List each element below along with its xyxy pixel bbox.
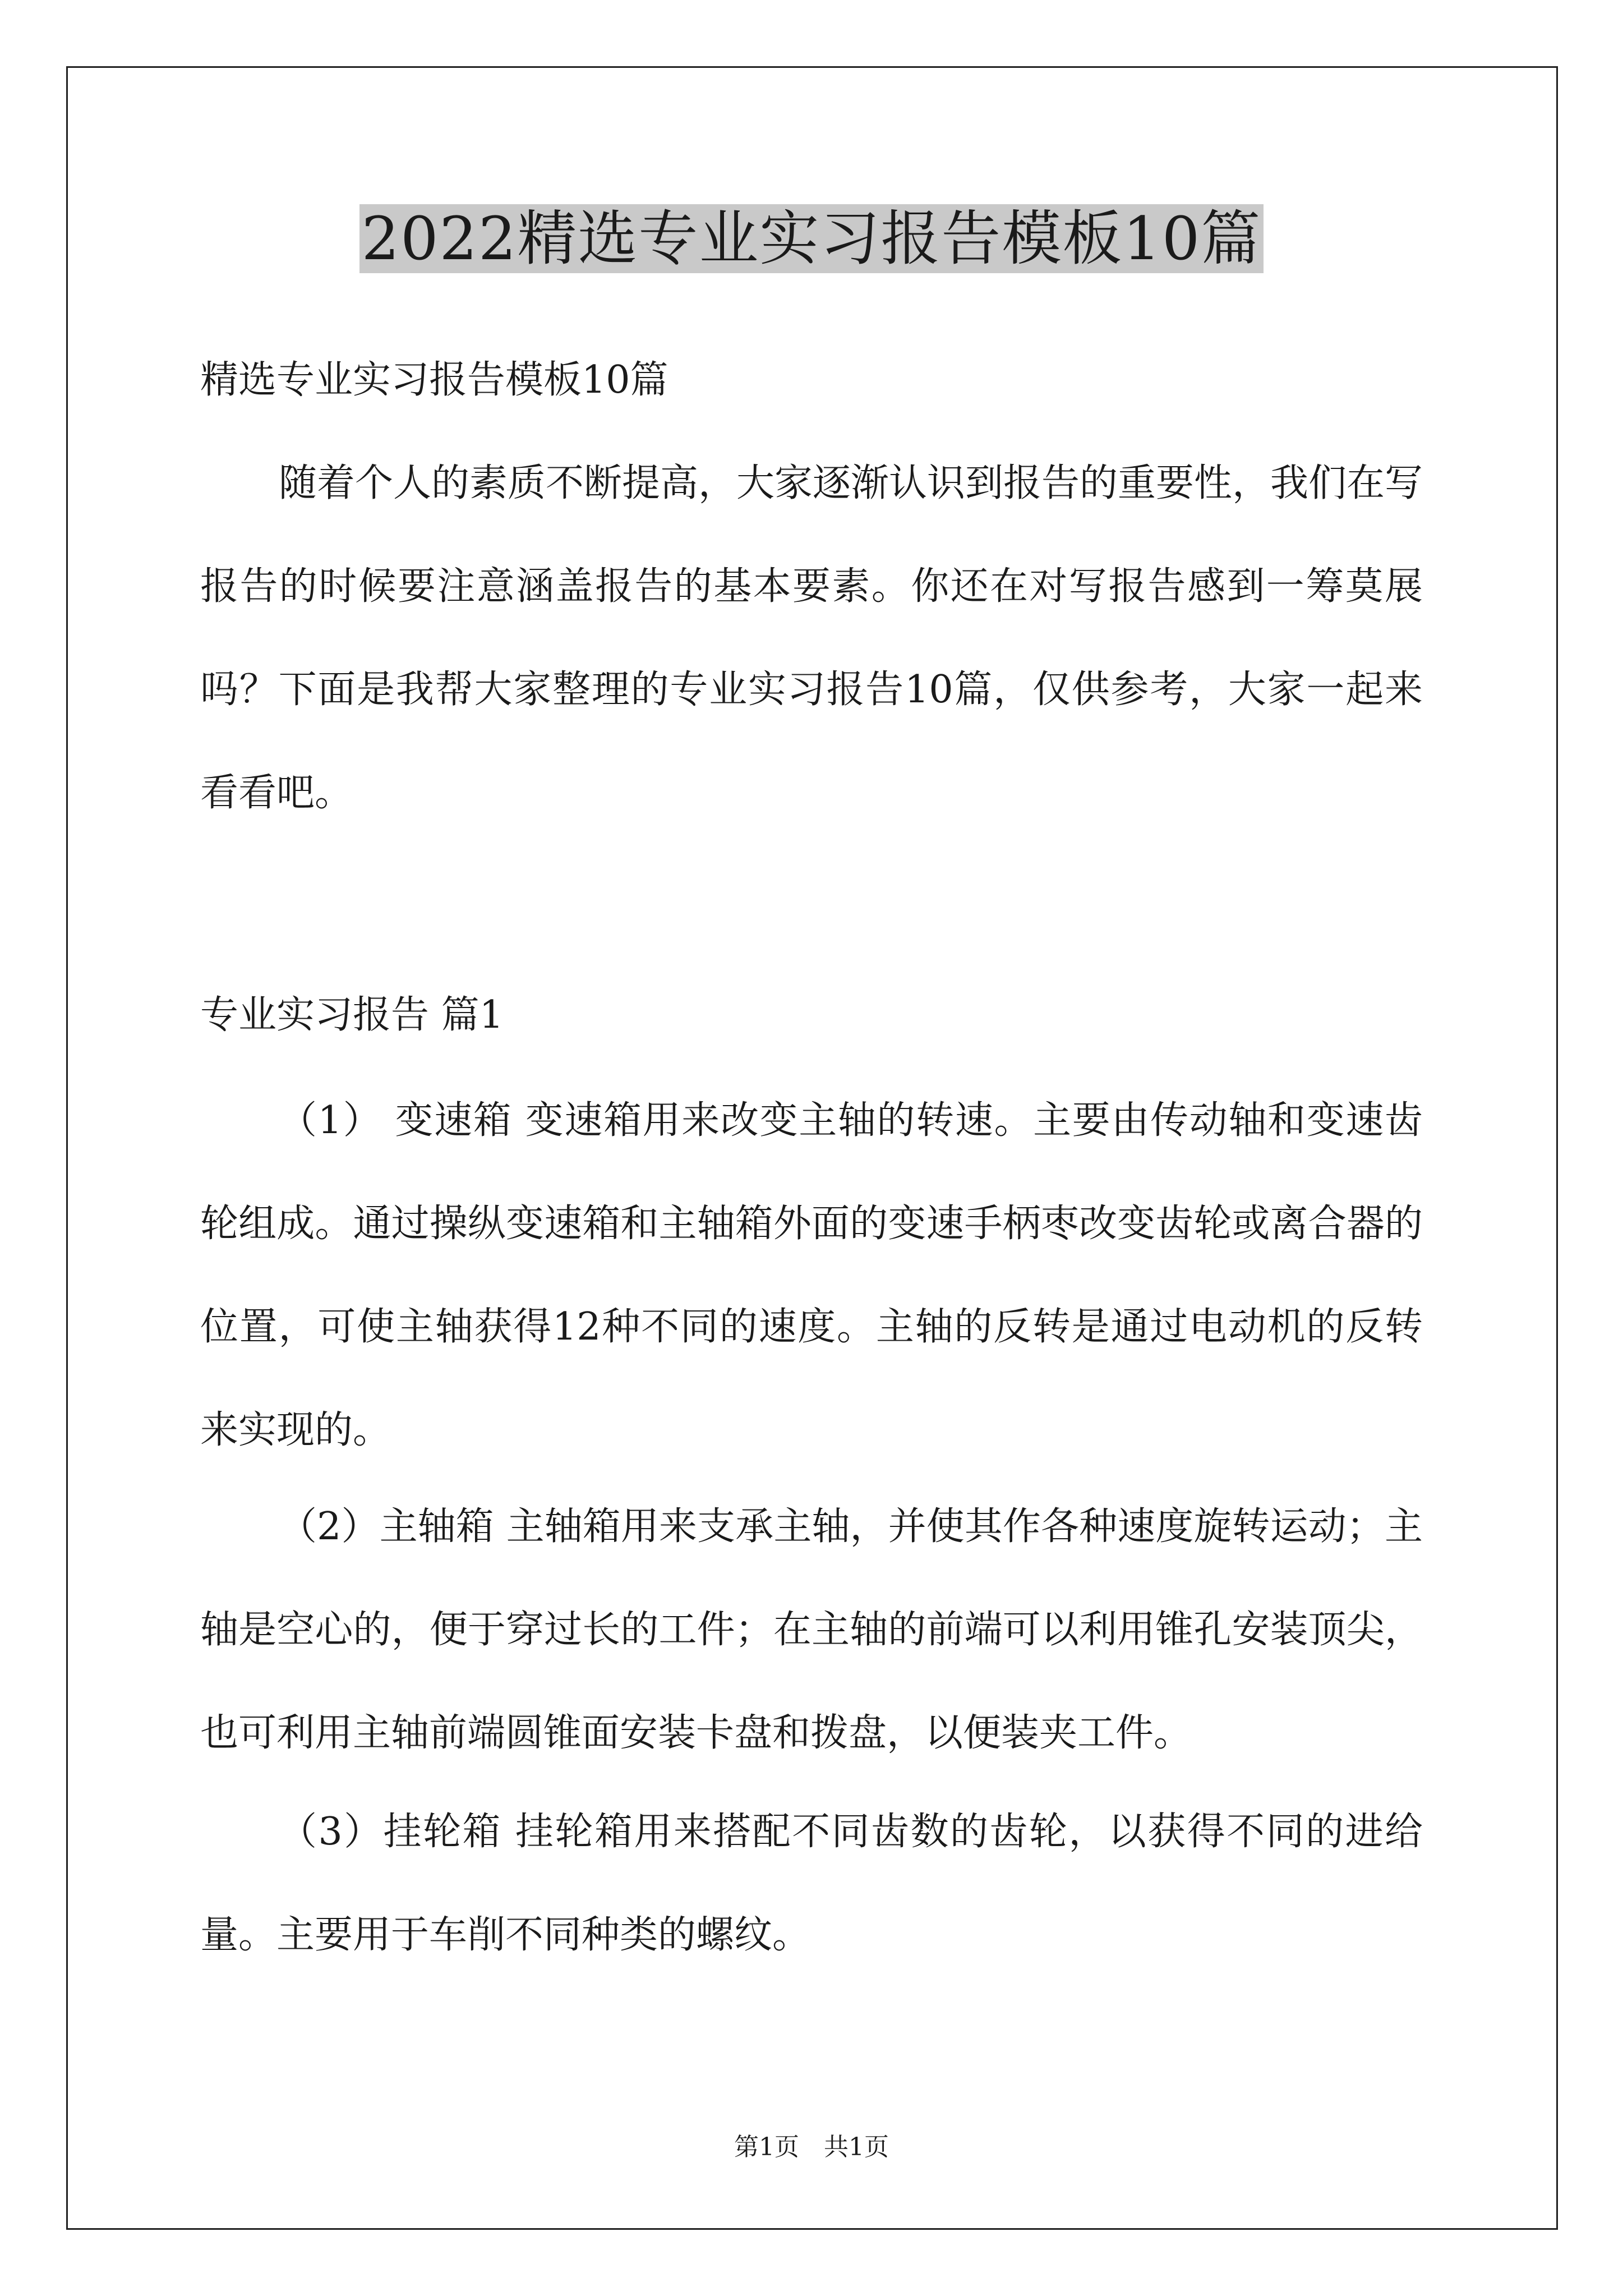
document-title-text: 2022精选专业实习报告模板10篇: [359, 204, 1264, 273]
intro-paragraph: 随着个人的素质不断提高，大家逐渐认识到报告的重要性，我们在写报告的时候要注意涵盖报告的基本要素。你还在对写报告感到一筹莫展吗？下面是我帮大家整理的专业实习报告10篇，仅供参考，大家一起来看看吧。: [200, 461, 1423, 815]
body-paragraph-2: （2）主轴箱 主轴箱用来支承主轴，并使其作各种速度旋转运动；主轴是空心的，便于穿过长的工件；在主轴的前端可以利用锥孔安装顶尖，也可利用主轴前端圆锥面安装卡盘和拨盘，以便装夹工件。: [200, 1504, 1423, 1755]
page-number: 第1页 共1页: [734, 2133, 889, 2161]
body-paragraph-3: （3）挂轮箱 挂轮箱用来搭配不同齿数的齿轮，以获得不同的进给量。主要用于车削不同种类的螺纹。: [200, 1810, 1423, 1957]
document-title: [0, 200, 1623, 278]
body-paragraph-1: （1） 变速箱 变速箱用来改变主轴的转速。主要由传动轴和变速齿轮组成。通过操纵变速箱和主轴箱外面的变速手柄枣改变齿轮或离合器的位置，可使主轴获得12种不同的速度。主轴的反转是通过电动机的反转来实现的。: [200, 1098, 1423, 1452]
document-subtitle: 精选专业实习报告模板10篇: [200, 358, 668, 402]
section-heading: 专业实习报告 篇1: [200, 993, 504, 1037]
